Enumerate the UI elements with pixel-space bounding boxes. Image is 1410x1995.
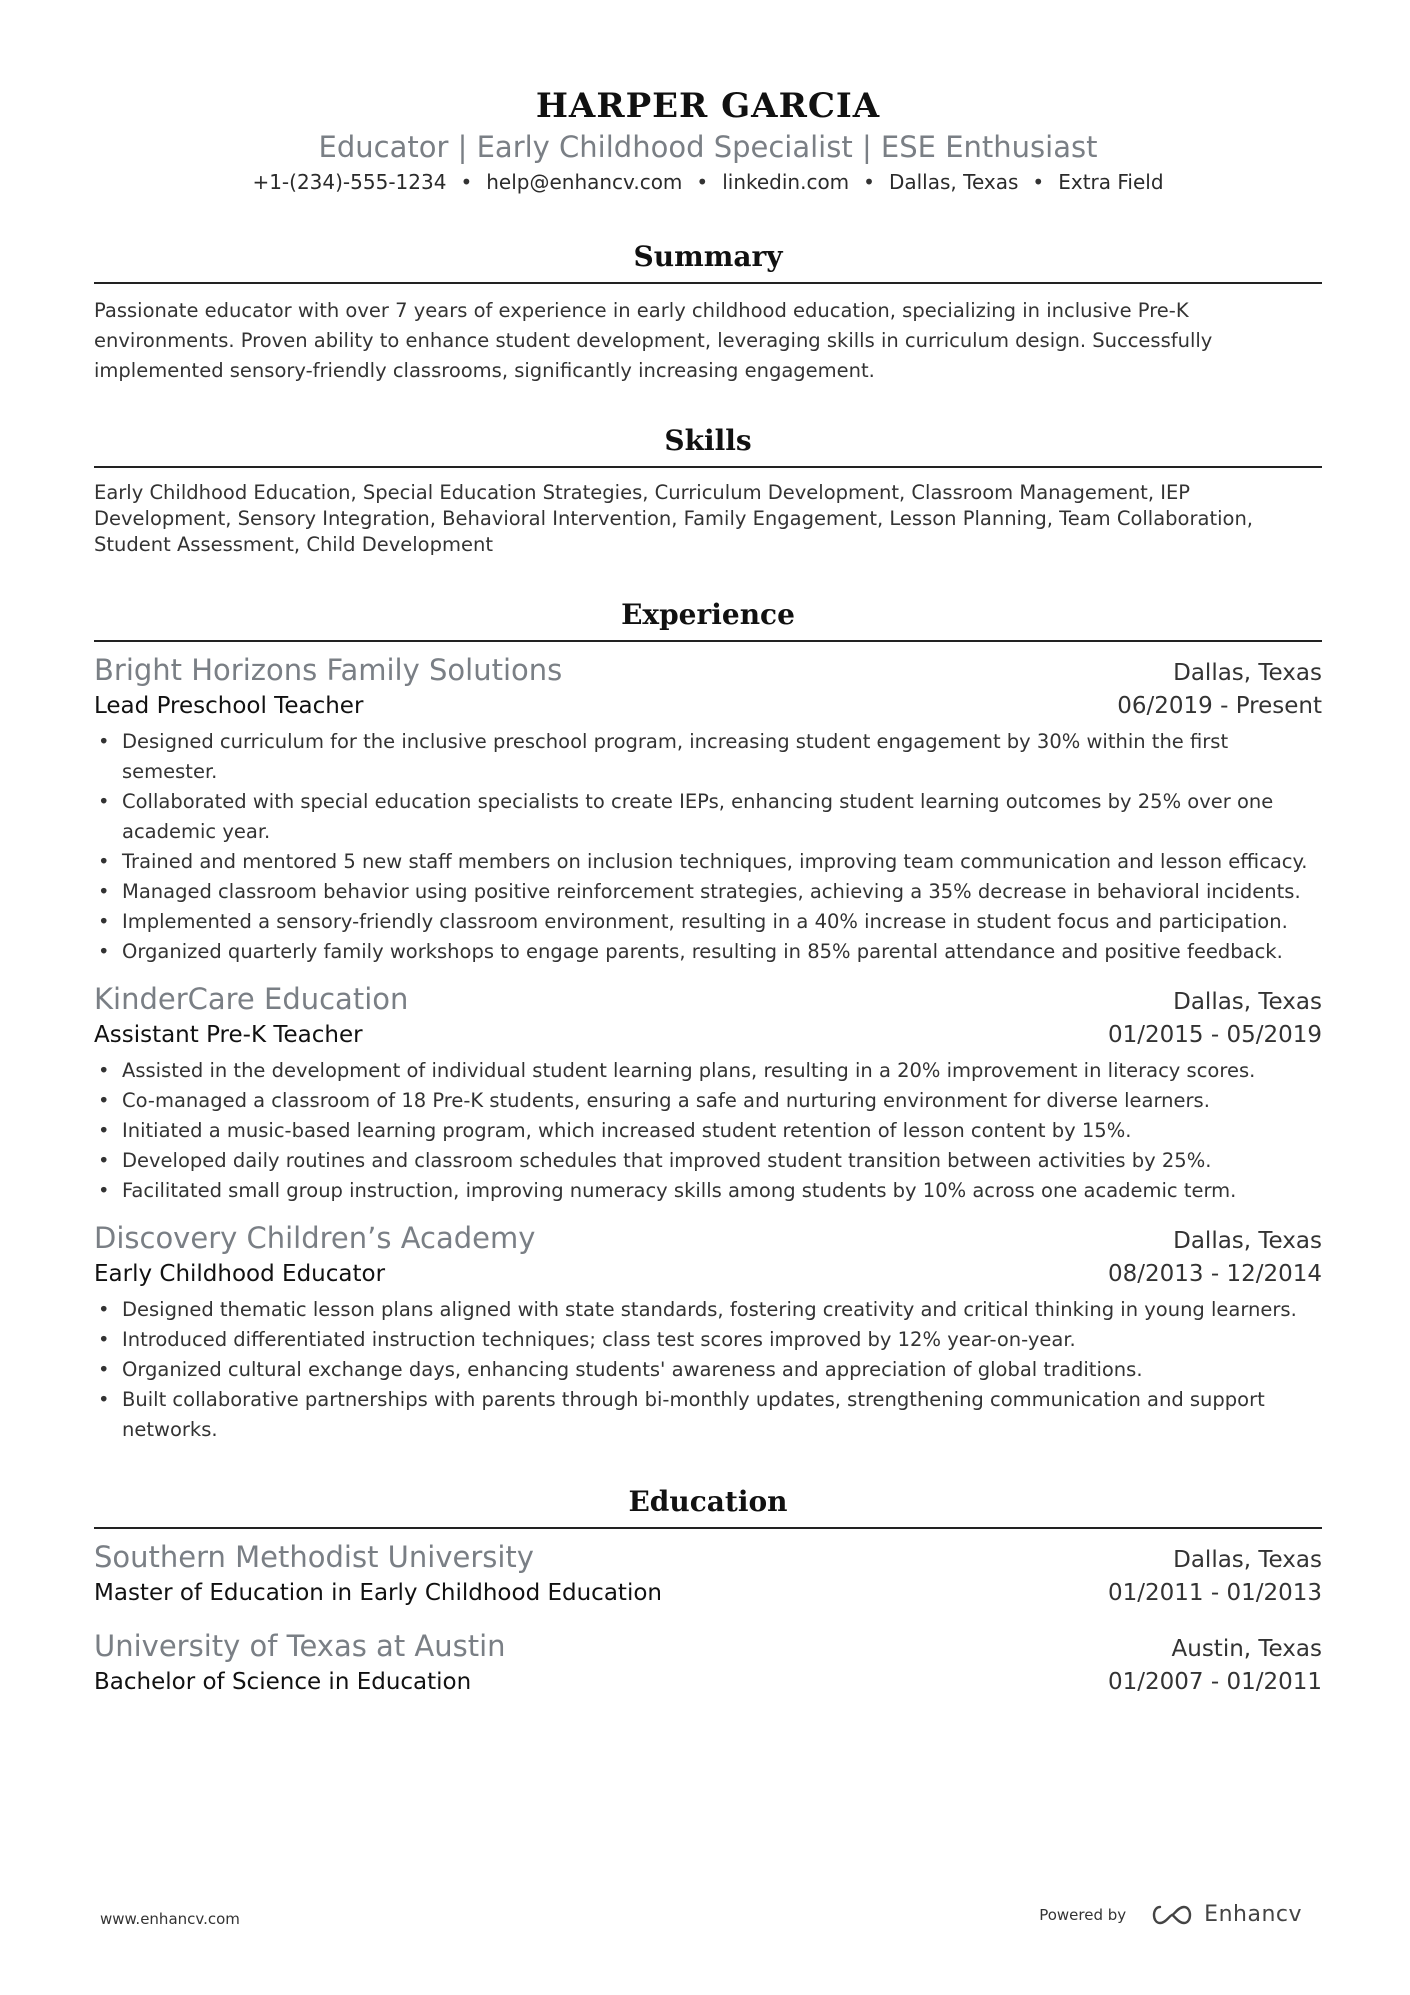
separator-dot: • xyxy=(1032,170,1045,194)
skills-title: Skills xyxy=(664,424,752,457)
school-location: Austin, Texas xyxy=(1171,1636,1322,1662)
experience-entry xyxy=(94,1220,1322,1445)
footer-website-link[interactable]: www.enhancv.com xyxy=(100,1910,240,1928)
achievement-list xyxy=(94,1056,1322,1206)
enhancv-logo-icon xyxy=(1148,1903,1196,1927)
summary-title: Summary xyxy=(633,240,783,273)
education-entry xyxy=(94,1539,1322,1610)
job-dates: 01/2015 - 05/2019 xyxy=(1107,1022,1322,1048)
achievement-item: • Introduced differentiated instruction techniques; class test scores improved by 12% year-on-year. xyxy=(94,1325,1322,1355)
achievement-item: • Organized cultural exchange days, enhancing students' awareness and appreciation of global traditions. xyxy=(94,1355,1322,1385)
candidate-headline: Educator | Early Childhood Specialist | ESE Enthusiast xyxy=(318,130,1098,164)
education-title: Education xyxy=(628,1485,788,1518)
company-name: Bright Horizons Family Solutions xyxy=(94,653,563,687)
experience-entry xyxy=(94,981,1322,1206)
resume-page xyxy=(94,0,1322,1995)
achievement-item: • Co-managed a classroom of 18 Pre-K students, ensuring a safe and nurturing environment for diverse learners. xyxy=(94,1086,1322,1116)
powered-by-label: Powered by xyxy=(1039,1905,1127,1924)
skills-text: Early Childhood Education, Special Education Strategies, Curriculum Development, Classroom Management, IEP Development, Sensory Integration, Behavioral Intervention, Family Engagement, Lesson Planning, Team Collaboration, Student Assessment, Child Development xyxy=(94,481,1254,556)
section-divider xyxy=(94,640,1322,642)
company-name: KinderCare Education xyxy=(94,982,409,1016)
resume-header xyxy=(94,0,1322,196)
education-dates: 01/2011 - 01/2013 xyxy=(1107,1580,1322,1606)
school-location: Dallas, Texas xyxy=(1173,1547,1322,1573)
brand-logo[interactable] xyxy=(1148,1902,1302,1927)
job-location: Dallas, Texas xyxy=(1173,989,1322,1015)
section-divider xyxy=(94,1527,1322,1529)
job-title: Lead Preschool Teacher xyxy=(94,693,364,719)
achievement-item: • Managed classroom behavior using positive reinforcement strategies, achieving a 35% decrease in behavioral incidents. xyxy=(94,877,1322,907)
experience-entry xyxy=(94,652,1322,967)
separator-dot: • xyxy=(696,170,709,194)
company-name: Discovery Children’s Academy xyxy=(94,1221,536,1255)
achievement-item: • Collaborated with special education specialists to create IEPs, enhancing student learning outcomes by 25% over one academic year. xyxy=(94,787,1322,847)
separator-dot: • xyxy=(460,170,473,194)
summary-text: Passionate educator with over 7 years of experience in early childhood education, specializing in inclusive Pre-K environments. Proven ability to enhance student development, leveraging skills in curriculum design. Successfully implemented sensory-friendly classrooms, significantly increasing engagement. xyxy=(94,299,1213,382)
achievement-item: • Organized quarterly family workshops to engage parents, resulting in 85% parental attendance and positive feedback. xyxy=(94,937,1322,967)
achievement-item: • Facilitated small group instruction, improving numeracy skills among students by 10% across one academic term. xyxy=(94,1176,1322,1206)
achievement-list xyxy=(94,727,1322,967)
contact-location: Dallas, Texas xyxy=(888,170,1019,194)
achievement-item: • Developed daily routines and classroom schedules that improved student transition between activities by 25%. xyxy=(94,1146,1322,1176)
achievement-item: • Implemented a sensory-friendly classroom environment, resulting in a 40% increase in student focus and participation. xyxy=(94,907,1322,937)
job-location: Dallas, Texas xyxy=(1173,1228,1322,1254)
degree-name: Bachelor of Science in Education xyxy=(94,1669,472,1695)
school-name: Southern Methodist University xyxy=(94,1540,534,1574)
school-name: University of Texas at Austin xyxy=(94,1629,506,1663)
section-divider xyxy=(94,466,1322,468)
experience-title: Experience xyxy=(621,598,795,631)
education-entry xyxy=(94,1628,1322,1699)
job-location: Dallas, Texas xyxy=(1173,660,1322,686)
education-dates: 01/2007 - 01/2011 xyxy=(1107,1669,1322,1695)
education-section xyxy=(94,1485,1322,1699)
section-divider xyxy=(94,282,1322,284)
candidate-name: HARPER GARCIA xyxy=(535,86,881,126)
job-title: Early Childhood Educator xyxy=(94,1261,386,1287)
separator-dot: • xyxy=(863,170,875,194)
job-title: Assistant Pre-K Teacher xyxy=(94,1022,363,1048)
contact-email[interactable]: help@enhancv.com xyxy=(486,170,683,194)
brand-name: Enhancv xyxy=(1204,1902,1302,1927)
achievement-list xyxy=(94,1295,1322,1445)
skills-section xyxy=(94,424,1322,558)
job-dates: 06/2019 - Present xyxy=(1117,693,1322,719)
achievement-item: • Initiated a music-based learning program, which increased student retention of lesson content by 15%. xyxy=(94,1116,1322,1146)
contact-extra: Extra Field xyxy=(1058,170,1164,194)
experience-section xyxy=(94,598,1322,1445)
contact-phone: +1-(234)-555-1234 xyxy=(252,170,447,194)
footer-branding xyxy=(1039,1902,1302,1927)
job-dates: 08/2013 - 12/2014 xyxy=(1107,1261,1322,1287)
achievement-item: • Assisted in the development of individual student learning plans, resulting in a 20% improvement in literacy scores. xyxy=(94,1056,1322,1086)
summary-section xyxy=(94,240,1322,386)
achievement-item: • Trained and mentored 5 new staff members on inclusion techniques, improving team communication and lesson efficacy. xyxy=(94,847,1322,877)
achievement-item: • Designed curriculum for the inclusive preschool program, increasing student engagement by 30% within the first semester. xyxy=(94,727,1322,787)
degree-name: Master of Education in Early Childhood Education xyxy=(94,1580,662,1606)
achievement-item: • Built collaborative partnerships with parents through bi-monthly updates, strengthening communication and support networks. xyxy=(94,1385,1322,1445)
achievement-item: • Designed thematic lesson plans aligned with state standards, fostering creativity and critical thinking in young learners. xyxy=(94,1295,1322,1325)
contact-linkedin[interactable]: linkedin.com xyxy=(722,170,850,194)
contact-line xyxy=(94,168,1322,196)
